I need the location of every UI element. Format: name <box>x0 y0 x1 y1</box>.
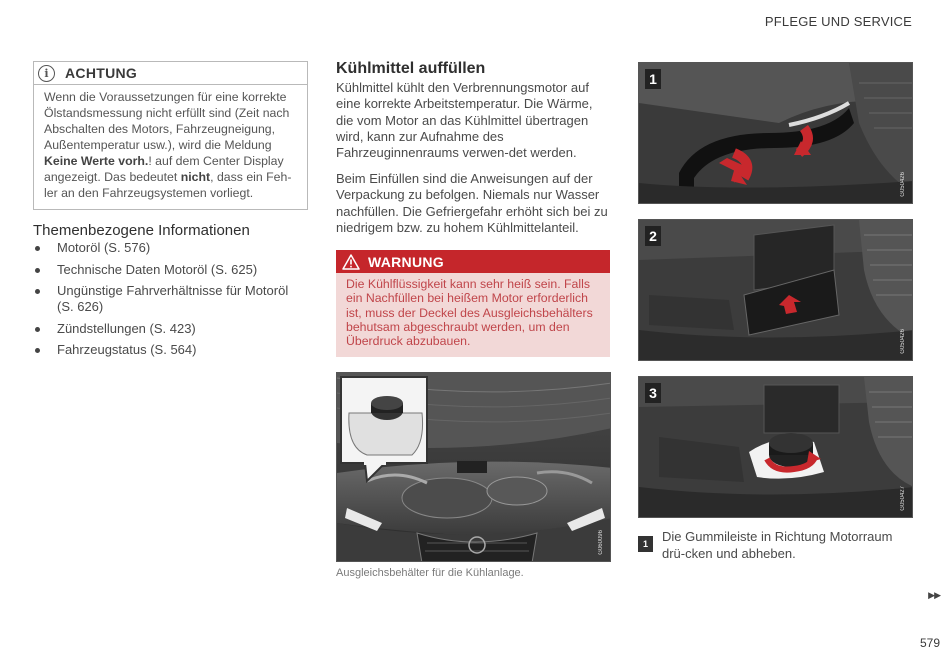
step-number: 3 <box>645 383 661 403</box>
warning-title: WARNUNG <box>368 253 444 270</box>
caution-line <box>44 169 297 185</box>
warning-header <box>336 250 610 273</box>
step-text: Die Gummileiste in Richtung Motorraum drü-cken und abheben. <box>662 529 893 561</box>
info-circle-icon: i <box>38 65 55 82</box>
step-3-illustration <box>638 376 913 518</box>
caution-text-segment: ! auf dem Center Display <box>148 154 284 168</box>
related-link-label[interactable]: Ungünstige Fahrverhältnisse für Motoröl (S. 626) <box>57 283 289 314</box>
related-link[interactable] <box>33 321 298 337</box>
related-link[interactable] <box>33 262 298 278</box>
caution-line: Ölstandsmessung nicht erfüllt sind (Zeit nach <box>44 106 290 120</box>
warning-triangle-icon <box>342 254 360 270</box>
figure-code: G060096 <box>598 530 604 555</box>
step-number: 2 <box>645 226 661 246</box>
related-info-list <box>33 240 298 364</box>
bullet-icon <box>35 348 40 353</box>
step-1-illustration <box>638 62 913 204</box>
bullet-icon <box>35 289 40 294</box>
related-info-title: Themenbezogene Informationen <box>33 222 250 239</box>
page-title: Kühlmittel auffüllen <box>336 60 486 77</box>
section-header: PFLEGE UND SERVICE <box>764 14 912 29</box>
step-description <box>638 529 913 562</box>
double-triangle-right-icon[interactable]: ▶▶ <box>928 590 940 600</box>
related-link-label[interactable]: Zündstellungen (S. 423) <box>57 320 196 336</box>
caution-title: ACHTUNG <box>65 65 138 81</box>
rubber-strip-drawing <box>639 63 913 204</box>
caution-line: Wenn die Voraussetzungen für eine korrekte <box>44 90 287 104</box>
bullet-icon <box>35 327 40 332</box>
intro-paragraph: Kühlmittel kühlt den Verbrennungsmotor auf eine korrekte Arbeitstemperatur. Die Wärme, die vom Motor an das Kühlmittel übertragen wird, kann zur Aufnahme des Fahrzeuginnenraums verwen-det werden. <box>336 80 593 161</box>
engine-bay-illustration <box>336 372 611 562</box>
figure-code: G050426 <box>900 329 906 354</box>
figure-code: G050427 <box>900 486 906 511</box>
caution-header <box>34 62 307 85</box>
instruction-paragraph: Beim Einfüllen sind die Anweisungen auf der Verpackung zu befolgen. Niemals nur Wasser nachfüllen. Die Gefriergefahr erhöht sich bei zu niedrigem bzw. zu hohem Kühlmittelanteil. <box>336 171 608 235</box>
related-link-label[interactable]: Technische Daten Motoröl (S. 625) <box>57 261 258 277</box>
related-link[interactable] <box>33 240 298 256</box>
caution-line <box>44 153 297 169</box>
caution-line: Abschalten des Motors, Fahrzeugneigung, <box>44 122 276 136</box>
page-number: 579 <box>919 636 940 650</box>
display-message: Keine Werte vorh. <box>44 154 149 168</box>
caution-text-segment: , dass ein Feh- <box>210 170 292 184</box>
caution-text <box>34 85 307 201</box>
caution-line: Außentemperatur usw.), wird die Meldung <box>44 138 272 152</box>
caution-text-segment: angezeigt. Das bedeutet <box>44 170 181 184</box>
figure-code: G050426 <box>900 172 906 197</box>
step-number-badge: 1 <box>638 536 653 552</box>
related-link[interactable] <box>33 342 298 358</box>
related-link[interactable] <box>33 283 298 315</box>
bullet-icon <box>35 246 40 251</box>
caution-box <box>33 61 308 210</box>
bullet-icon <box>35 268 40 273</box>
cover-removal-drawing <box>639 220 913 361</box>
step-number: 1 <box>645 69 661 89</box>
warning-box <box>336 250 610 357</box>
warning-text: Die Kühlflüssigkeit kann sehr heiß sein. Falls ein Nachfüllen bei heißem Motor erforderlich ist, muss der Deckel des Ausgleichsbehälters behutsam abgeschraubt werden, um den Überdruck abzubauen. <box>346 277 593 349</box>
emphasis-text: nicht <box>180 170 211 184</box>
step-2-illustration <box>638 219 913 361</box>
related-link-label[interactable]: Motoröl (S. 576) <box>57 240 151 255</box>
engine-bay-drawing <box>337 373 611 562</box>
cap-unscrew-drawing <box>639 377 913 518</box>
related-link-label[interactable]: Fahrzeugstatus (S. 564) <box>57 342 197 357</box>
figure-caption: Ausgleichsbehälter für die Kühlanlage. <box>336 567 524 579</box>
caution-line: ler an den Fahrzeugsystemen vorliegt. <box>44 186 254 200</box>
